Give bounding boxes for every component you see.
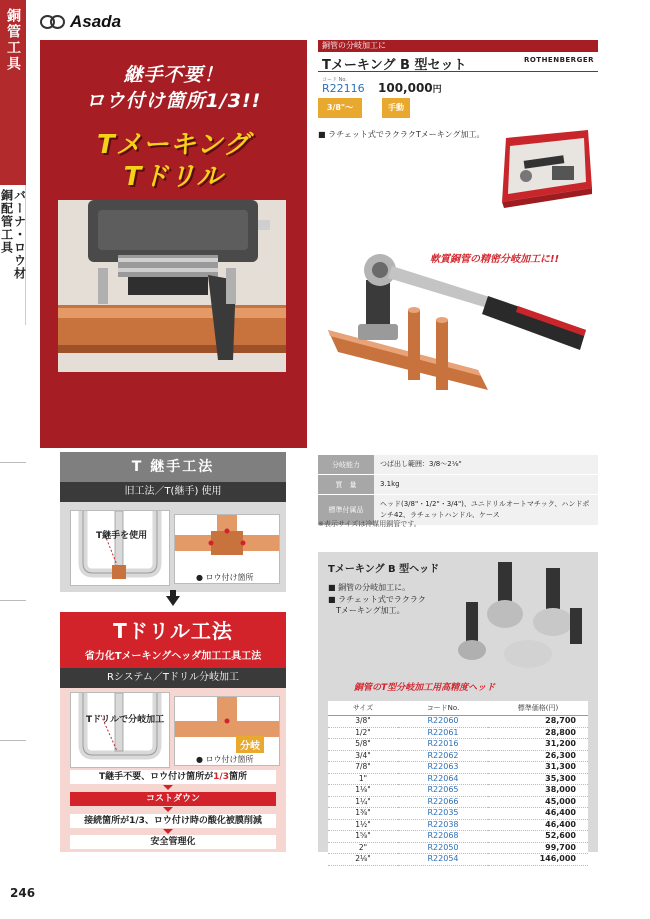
table-row (328, 819, 588, 831)
code-cell: R22016 (398, 739, 488, 751)
side-divider (0, 740, 26, 741)
head-feature-2: ■ ラチェット式でラクラク (328, 595, 426, 604)
code-cell: R22068 (398, 831, 488, 843)
price-cell: 26,300 (488, 750, 588, 762)
price-cell: 146,000 (488, 854, 588, 866)
code-cell: R22066 (398, 796, 488, 808)
code-cell: R22065 (398, 785, 488, 797)
spec-row (318, 475, 598, 495)
old-method-title: T 継手工法 (60, 452, 286, 482)
code-cell: R22062 (398, 750, 488, 762)
table-row (328, 773, 588, 785)
result-line-2: コストダウン (70, 792, 276, 806)
ratchet-tool-photo (318, 240, 600, 435)
size-cell: 2⅛" (328, 854, 398, 866)
size-cell: 1" (328, 773, 398, 785)
result-line-3: 接続箇所が1/3、ロウ付け時の酸化被膜削減 (70, 814, 276, 828)
side-tab-piping-tools[interactable] (0, 185, 26, 325)
head-feature-1: ■ 銅管の分岐加工に。 (328, 583, 411, 592)
table-row (328, 854, 588, 866)
spec-label: 標準付属品 (318, 495, 374, 526)
spec-table (318, 455, 598, 526)
price-cell: 99,700 (488, 842, 588, 854)
product-category: 銅管の分岐加工に (318, 40, 598, 52)
price-cell: 35,300 (488, 773, 588, 785)
logo-text: Asada (70, 12, 122, 31)
price-cell: 31,300 (488, 762, 588, 774)
new-method-title: Tドリル工法 (60, 612, 286, 650)
table-row (328, 831, 588, 843)
result-line-4: 安全管理化 (70, 835, 276, 849)
old-method-joint-label: T継手を使用 (96, 531, 148, 541)
size-cell: 1⅜" (328, 808, 398, 820)
product-code: R22116 (322, 82, 365, 95)
price-cell: 38,000 (488, 785, 588, 797)
table-row (328, 716, 588, 728)
price-cell: 31,200 (488, 739, 588, 751)
side-tab-label: 銅管工具 (5, 8, 21, 72)
tag-manual: 手動 (382, 98, 410, 118)
spec-row (318, 455, 598, 475)
head-title: Tメーキング B 型ヘッド (328, 564, 440, 575)
table-row (328, 727, 588, 739)
old-method-subtitle: 旧工法／T(継手) 使用 (60, 482, 286, 502)
code-cell: R22050 (398, 842, 488, 854)
size-price-table (328, 701, 588, 866)
code-cell: R22054 (398, 854, 488, 866)
col-size: サイズ (328, 701, 398, 716)
hero-title-2: Tドリル (123, 162, 224, 192)
size-table-header (328, 701, 588, 716)
size-cell: 1⅝" (328, 831, 398, 843)
spec-label: 質 量 (318, 475, 374, 495)
spec-label: 分岐能力 (318, 455, 374, 475)
head-panel (318, 552, 598, 863)
product-price: 100,000円 (378, 81, 442, 95)
spec-value: ヘッド(3/8"・1/2"・3/4")、ユニドリルオートマチック、ハンドポンチ42、ラチェットハンドル、ケース (374, 495, 598, 526)
old-method-braze-legend: ● ロウ付け箇所 (196, 573, 254, 582)
side-tab-label-1: 銅配管工具 (0, 189, 14, 254)
table-row (328, 842, 588, 854)
price-cell: 52,600 (488, 831, 588, 843)
size-cell: 1½" (328, 819, 398, 831)
code-cell: R22064 (398, 773, 488, 785)
size-cell: 3/8" (328, 716, 398, 728)
product-feature: ■ ラチェット式でラクラクTメーキング加工。 (318, 130, 485, 139)
page-number: 246 (10, 886, 36, 900)
table-row (328, 785, 588, 797)
size-cell: 5/8" (328, 739, 398, 751)
code-cell: R22061 (398, 727, 488, 739)
price-cell: 28,700 (488, 716, 588, 728)
hero-line-1: 継手不要！ (123, 64, 224, 86)
side-tab-copper-tools[interactable] (0, 0, 26, 185)
branch-badge: 分岐 (236, 736, 264, 753)
code-cell: R22060 (398, 716, 488, 728)
code-cell: R22038 (398, 819, 488, 831)
size-cell: 1¼" (328, 796, 398, 808)
new-method-braze-legend: ● ロウ付け箇所 (196, 755, 254, 764)
head-feature-3: Tメーキング加工。 (328, 606, 405, 615)
new-method-subtitle: 省力化Tメーキングヘッダ加工工具工法 (60, 650, 286, 668)
side-divider (0, 462, 26, 463)
product-title: Tメーキング B 型セット (322, 58, 467, 73)
table-row (328, 796, 588, 808)
result-arrow-icon (163, 829, 173, 834)
code-label: コード No. (322, 77, 347, 83)
price-cell: 46,400 (488, 808, 588, 820)
price-cell: 28,800 (488, 727, 588, 739)
hero-title-1: Tメーキング (97, 130, 250, 160)
table-row (328, 739, 588, 751)
col-price: 標準価格(円) (488, 701, 588, 716)
spec-value: 3.1kg (374, 475, 598, 495)
result-arrow-icon (163, 785, 173, 790)
tag-size-range: 3/8"～2⅛" (318, 98, 362, 118)
result-line-1: T継手不要、ロウ付け箇所が1/3箇所 (70, 770, 276, 784)
product-callout: 軟質銅管の精密分岐加工に!! (430, 254, 560, 265)
asada-logo (40, 12, 121, 32)
rothenberger-logo: ROTHENBERGER (523, 56, 594, 64)
size-cell: 1/2" (328, 727, 398, 739)
spec-note: ※表示サイズは冷媒用銅管です。 (318, 520, 421, 528)
price-cell: 45,000 (488, 796, 588, 808)
product-title-bar (318, 52, 598, 72)
new-method-system: Rシステム／Tドリル分岐加工 (60, 668, 286, 688)
old-method-diagram (70, 510, 170, 586)
side-divider (0, 600, 26, 601)
table-row (328, 808, 588, 820)
table-row (328, 750, 588, 762)
hero-line-2: ロウ付け箇所1/3!! (85, 90, 262, 112)
new-method-diagram (70, 692, 170, 768)
t-drill-photo (58, 200, 286, 372)
code-cell: R22035 (398, 808, 488, 820)
size-cell: 7/8" (328, 762, 398, 774)
head-callout: 銅管のT型分岐加工用高精度ヘッド (354, 683, 496, 693)
code-cell: R22063 (398, 762, 488, 774)
side-tab-label-2: バーナ・ロウ材 (12, 189, 27, 280)
heads-photo (458, 562, 593, 672)
size-cell: 3/4" (328, 750, 398, 762)
table-row (328, 762, 588, 774)
size-cell: 2" (328, 842, 398, 854)
asada-logo-icon (40, 15, 66, 29)
size-cell: 1⅛" (328, 785, 398, 797)
arrow-down-icon (166, 596, 180, 606)
spec-value: つば出し範囲：3/8～2⅛" (374, 455, 598, 475)
tool-case-photo (496, 128, 596, 214)
result-arrow-icon (163, 807, 173, 812)
new-method-branch-label: Tドリルで分岐加工 (86, 715, 165, 725)
col-code: コードNo. (398, 701, 488, 716)
price-cell: 46,400 (488, 819, 588, 831)
